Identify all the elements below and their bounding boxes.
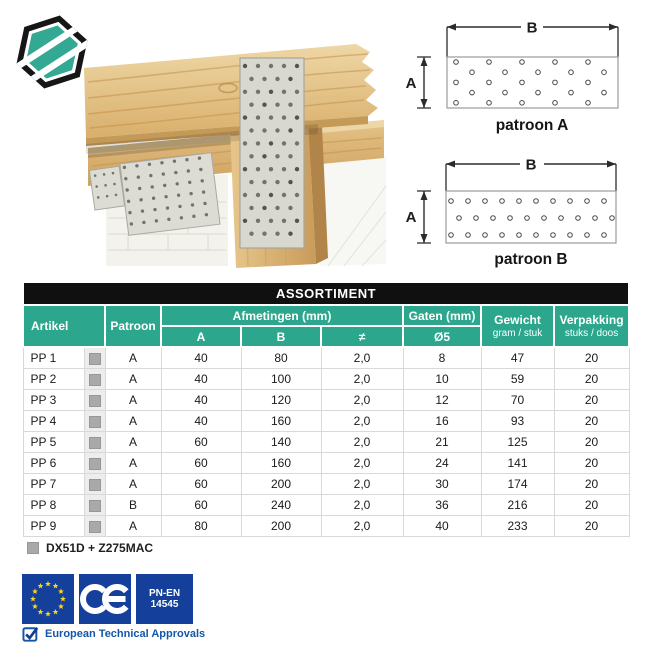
cell-patroon: A [105, 347, 161, 369]
col-verpakking [554, 305, 629, 347]
cell-material-marker [84, 390, 105, 411]
table-row [23, 453, 629, 474]
cell-material-marker [84, 411, 105, 432]
cell-thickness: 2,0 [321, 347, 403, 369]
cell-weight: 216 [481, 495, 554, 516]
eta-label: European Technical Approvals [45, 628, 206, 640]
table-row [23, 516, 629, 537]
cell-holes: 40 [403, 516, 481, 537]
cell-material-marker [84, 432, 105, 453]
cell-dim-b: 100 [241, 369, 321, 390]
cell-dim-b: 160 [241, 411, 321, 432]
cell-holes: 36 [403, 495, 481, 516]
table-row [23, 474, 629, 495]
cell-patroon: A [105, 369, 161, 390]
pattern-b-width-label: B [525, 156, 537, 174]
cell-artikel: PP 2 [23, 369, 84, 390]
big-plate [240, 58, 304, 248]
table-title: ASSORTIMENT [23, 282, 629, 305]
cell-pack: 20 [554, 390, 629, 411]
cell-dim-a: 40 [161, 347, 241, 369]
cell-artikel: PP 3 [23, 390, 84, 411]
ce-mark-icon [79, 574, 131, 624]
cell-dim-a: 60 [161, 474, 241, 495]
cell-artikel: PP 4 [23, 411, 84, 432]
cell-dim-b: 140 [241, 432, 321, 453]
tiny-plate [89, 166, 124, 210]
cell-patroon: A [105, 390, 161, 411]
cell-holes: 24 [403, 453, 481, 474]
cell-weight: 70 [481, 390, 554, 411]
cell-thickness: 2,0 [321, 474, 403, 495]
pattern-b-diagram [404, 148, 646, 272]
cell-pack: 20 [554, 516, 629, 537]
wall-right [320, 156, 386, 266]
cell-dim-a: 40 [161, 390, 241, 411]
ce-mark [79, 574, 131, 624]
cell-weight: 141 [481, 453, 554, 474]
cell-material-marker [84, 495, 105, 516]
checkbox-check-icon [22, 626, 40, 642]
cell-thickness: 2,0 [321, 516, 403, 537]
cell-pack: 20 [554, 432, 629, 453]
cell-dim-b: 200 [241, 516, 321, 537]
table-row [23, 369, 629, 390]
material-swatch [89, 353, 101, 365]
cell-holes: 10 [403, 369, 481, 390]
cell-material-marker [84, 347, 105, 369]
cell-dim-b: 200 [241, 474, 321, 495]
cell-holes: 21 [403, 432, 481, 453]
col-patroon-label: Patroon [110, 319, 156, 333]
table-row [23, 411, 629, 432]
cell-dim-a: 60 [161, 453, 241, 474]
cell-pack: 20 [554, 474, 629, 495]
cell-dim-b: 80 [241, 347, 321, 369]
cell-patroon: A [105, 516, 161, 537]
cell-material-marker [84, 516, 105, 537]
material-swatch [89, 500, 101, 512]
col-gewicht-label: Gewicht [494, 313, 541, 327]
cell-material-marker [84, 369, 105, 390]
cell-pack: 20 [554, 411, 629, 432]
cell-dim-a: 60 [161, 495, 241, 516]
material-legend [27, 541, 153, 555]
small-plate [120, 153, 220, 236]
cell-holes: 16 [403, 411, 481, 432]
cell-pack: 20 [554, 453, 629, 474]
col-afmetingen-label: Afmetingen (mm) [232, 308, 332, 323]
cell-weight: 93 [481, 411, 554, 432]
cell-artikel: PP 1 [23, 347, 84, 369]
material-swatch [27, 542, 39, 554]
col-afmetingen [161, 305, 403, 326]
cell-pack: 20 [554, 369, 629, 390]
col-hole-dia: Ø5 [403, 326, 481, 347]
pattern-b-height-label: A [405, 209, 417, 226]
cell-artikel: PP 5 [23, 432, 84, 453]
pattern-b-plate [446, 191, 616, 243]
eu-stars-icon [22, 574, 74, 624]
cell-artikel: PP 7 [23, 474, 84, 495]
cell-weight: 125 [481, 432, 554, 453]
assortment-table [22, 281, 630, 537]
material-swatch [89, 437, 101, 449]
cell-thickness: 2,0 [321, 411, 403, 432]
col-gewicht-unit: gram / stuk [492, 328, 543, 339]
certifications [22, 574, 193, 624]
cell-artikel: PP 9 [23, 516, 84, 537]
cell-dim-b: 160 [241, 453, 321, 474]
col-gaten [403, 305, 481, 326]
norm-badge [136, 574, 193, 624]
cell-patroon: A [105, 432, 161, 453]
pattern-a-diagram [404, 12, 646, 140]
material-swatch [89, 521, 101, 533]
col-artikel-label: Artikel [31, 319, 69, 333]
col-verpakking-label: Verpakking [559, 313, 624, 327]
col-dim-b: B [241, 326, 321, 347]
cell-patroon: B [105, 495, 161, 516]
cell-holes: 30 [403, 474, 481, 495]
table-row [23, 390, 629, 411]
cell-thickness: 2,0 [321, 495, 403, 516]
cell-dim-a: 60 [161, 432, 241, 453]
cell-weight: 233 [481, 516, 554, 537]
material-swatch [89, 458, 101, 470]
col-patroon [105, 305, 161, 347]
eu-flag [22, 574, 74, 624]
cell-dim-b: 240 [241, 495, 321, 516]
material-swatch [89, 479, 101, 491]
col-dim-a: A [161, 326, 241, 347]
cell-thickness: 2,0 [321, 369, 403, 390]
col-gewicht [481, 305, 554, 347]
table-body [23, 347, 629, 537]
cell-patroon: A [105, 411, 161, 432]
table-row [23, 495, 629, 516]
table-row [23, 347, 629, 369]
col-verpakking-unit: stuks / doos [564, 328, 619, 339]
col-gaten-label: Gaten (mm) [408, 308, 476, 323]
cell-holes: 12 [403, 390, 481, 411]
pattern-a-caption: patroon A [495, 117, 569, 134]
cell-pack: 20 [554, 495, 629, 516]
col-thickness: ≠ [321, 326, 403, 347]
cell-patroon: A [105, 453, 161, 474]
cell-artikel: PP 8 [23, 495, 84, 516]
cell-pack: 20 [554, 347, 629, 369]
table-row [23, 432, 629, 453]
material-swatch [89, 416, 101, 428]
cell-holes: 8 [403, 347, 481, 369]
cell-thickness: 2,0 [321, 453, 403, 474]
cell-thickness: 2,0 [321, 390, 403, 411]
cell-weight: 47 [481, 347, 554, 369]
cell-thickness: 2,0 [321, 432, 403, 453]
cell-dim-a: 80 [161, 516, 241, 537]
eta-approval [22, 626, 205, 642]
cell-patroon: A [105, 474, 161, 495]
pattern-a-width-label: B [526, 19, 538, 37]
material-swatch [89, 395, 101, 407]
material-legend-label: DX51D + Z275MAC [46, 541, 154, 555]
cell-weight: 174 [481, 474, 554, 495]
cell-material-marker [84, 453, 105, 474]
norm-label: PN-EN 14545 [148, 588, 181, 610]
cell-dim-b: 120 [241, 390, 321, 411]
cell-dim-a: 40 [161, 411, 241, 432]
cell-material-marker [84, 474, 105, 495]
pattern-a-height-label: A [405, 75, 417, 92]
pattern-b-caption: patroon B [494, 251, 568, 268]
cell-weight: 59 [481, 369, 554, 390]
col-artikel [23, 305, 105, 347]
pattern-a-plate [447, 57, 618, 108]
assembly-illustration [78, 16, 390, 270]
cell-dim-a: 40 [161, 369, 241, 390]
material-swatch [89, 374, 101, 386]
cell-artikel: PP 6 [23, 453, 84, 474]
